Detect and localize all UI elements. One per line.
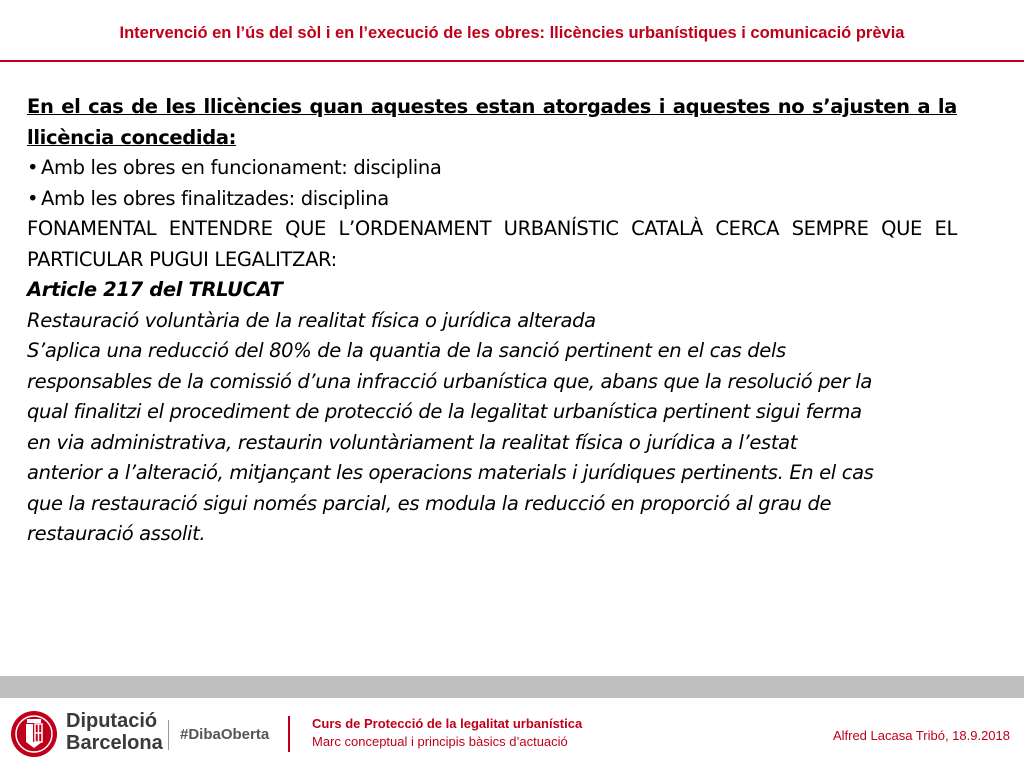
lead-paragraph: En el cas de les llicències quan aquestes estan atorgades i aquestes no s’ajusten a la llicència concedida: [27, 95, 957, 149]
body-line: qual finalitzi el procediment de protecció de la legalitat urbanística pertinent sigui ferma [27, 400, 862, 423]
logo-divider [168, 720, 169, 750]
slide-title: Intervenció en l’ús del sòl i en l’execució de les obres: llicències urbanístiques i comunicació prèvia [119, 24, 905, 42]
body-line: en via administrativa, restaurin voluntàriament la realitat física o jurídica a l’estat [27, 430, 798, 454]
footer [0, 698, 1024, 768]
article-heading: Article 217 del TRLUCAT [27, 278, 283, 301]
logo-wordmark [66, 710, 163, 754]
title-divider [0, 60, 1024, 62]
body-line: restauració assolit. [27, 522, 206, 545]
course-accent-bar [288, 716, 290, 752]
bullet-dot-icon: • [27, 186, 39, 210]
bullet-dot-icon: • [27, 156, 39, 179]
body-line: que la restauració sigui només parcial, es modula la reducció en proporció al grau de [27, 491, 832, 515]
course-title: Curs de Protecció de la legalitat urbanística [312, 716, 583, 731]
bullet-text: Amb les obres en funcionament: disciplina [41, 156, 442, 179]
slide-body [27, 92, 957, 550]
logo-line: Diputació [66, 710, 158, 732]
body-line: S’aplica una reducció del 80% de la quantia de la sanció pertinent en el cas dels [27, 339, 786, 362]
course-subtitle: Marc conceptual i principis bàsics d’actuació [312, 734, 568, 749]
hashtag-label: #DibaOberta [180, 726, 270, 743]
article-subtitle: Restauració voluntària de la realitat física o jurídica alterada [27, 308, 596, 332]
course-info [312, 715, 582, 751]
bullet-item [27, 184, 957, 215]
footer-band [0, 676, 1024, 698]
caps-paragraph: FONAMENTAL ENTENDRE QUE L’ORDENAMENT URBANÍSTIC CATALÀ CERCA SEMPRE QUE EL PARTICULAR PUGUI LEGALITZAR: [27, 217, 957, 271]
bullet-item [27, 153, 957, 184]
body-line: responsables de la comissió d’una infracció urbanística que, abans que la resolució per la [27, 369, 873, 393]
diputacio-crest-icon [10, 710, 58, 758]
logo-line: Barcelona [66, 732, 163, 754]
body-line: anterior a l’alteració, mitjançant les operacions materials i jurídiques pertinents. En el cas [27, 461, 874, 484]
author-date: Alfred Lacasa Tribó, 18.9.2018 [832, 728, 1010, 743]
bullet-text: Amb les obres finalitzades: disciplina [41, 186, 389, 210]
